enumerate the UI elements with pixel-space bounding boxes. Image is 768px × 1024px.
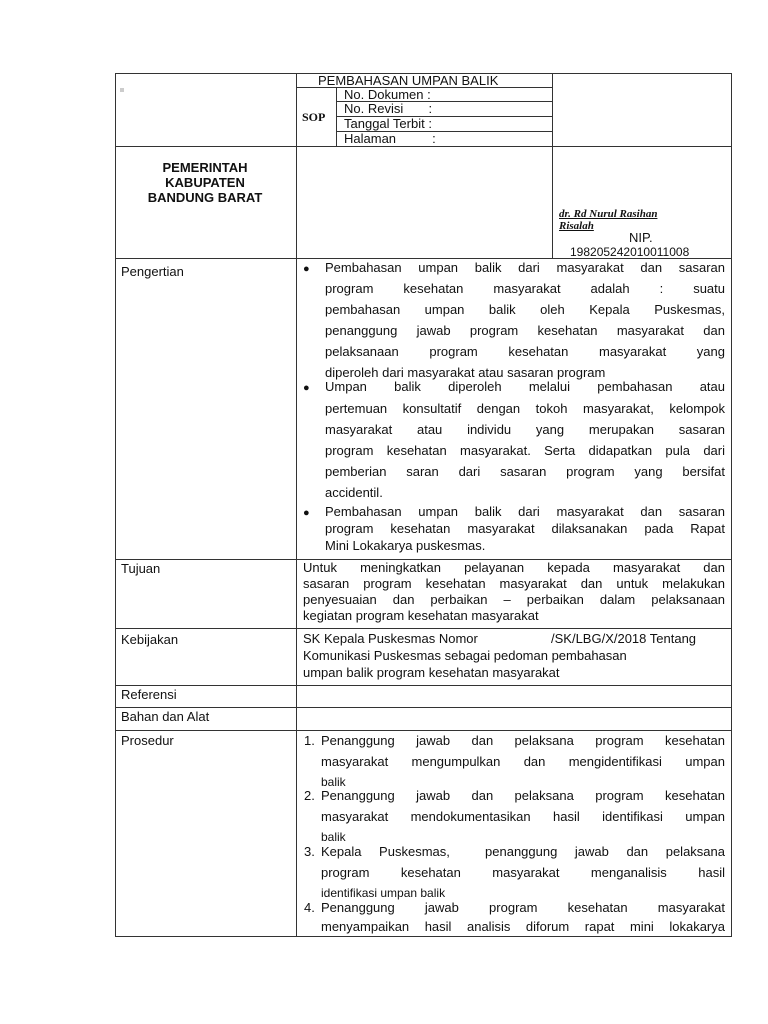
no-dokumen-label: No. Dokumen : (344, 87, 431, 102)
pengertian-b2-l2: pertemuan konsultatif dengan tokoh masyarakat, kelompok (325, 401, 725, 416)
bullet-icon: ● (303, 263, 310, 275)
tujuan-l1: Untuk meningkatkan pelayanan kepada masyarakat dan (303, 560, 725, 575)
tujuan-l2: sasaran program kesehatan masyarakat dan untuk melakukan (303, 576, 725, 591)
row-label-tujuan: Tujuan (121, 561, 161, 576)
pengertian-b2-l5: pemberian saran dari sasaran program yang bersifat (325, 464, 725, 479)
government-line-2: KABUPATEN (165, 175, 245, 190)
step-3-l1: Kepala Puskesmas, penanggung jawab dan pelaksana (321, 844, 725, 859)
tujuan-l3: penyesuaian dan perbaikan – perbaikan dalam pelaksanaan (303, 592, 725, 607)
step-2-l2: masyarakat mendokumentasikan hasil identifikasi umpan (321, 809, 725, 824)
document-title: PEMBAHASAN UMPAN BALIK (318, 73, 499, 88)
step-2-l1: Penanggung jawab dan pelaksana program kesehatan (321, 788, 725, 803)
bullet-icon: ● (303, 382, 310, 394)
logo-placeholder (120, 88, 124, 92)
pengertian-b3-l3: Mini Lokakarya puskesmas. (325, 538, 486, 553)
pengertian-b1-l5: pelaksanaan program kesehatan masyarakat yang (325, 344, 725, 359)
step-number: 4. (304, 900, 315, 915)
government-name (115, 160, 295, 205)
kebijakan-l3: umpan balik program kesehatan masyarakat (303, 665, 560, 680)
pengertian-b2-l3: masyarakat atau individu yang merupakan sasaran (325, 422, 725, 437)
government-line-1: PEMERINTAH (162, 160, 248, 175)
sop-label: SOP (302, 110, 326, 124)
pengertian-b3-l1: Pembahasan umpan balik dari masyarakat dan sasaran (325, 504, 725, 519)
pengertian-b2-l6: accidentil. (325, 485, 383, 500)
step-number: 1. (304, 733, 315, 748)
pengertian-b1-l6: diperoleh dari masyarakat atau sasaran program (325, 365, 606, 380)
no-revisi-label: No. Revisi : (344, 101, 433, 116)
step-number: 3. (304, 844, 315, 859)
pengertian-b1-l1: Pembahasan umpan balik dari masyarakat dan sasaran (325, 260, 725, 275)
row-label-pengertian: Pengertian (121, 264, 184, 279)
kebijakan-l1a: SK Kepala Puskesmas Nomor (303, 631, 478, 646)
step-1-l1: Penanggung jawab dan pelaksana program kesehatan (321, 733, 725, 748)
pengertian-b1-l3: pembahasan umpan balik oleh Kepala Puskesmas, (325, 302, 725, 317)
signer-name: dr. Rd Nurul Rasihan (559, 208, 658, 220)
halaman-label: Halaman : (344, 131, 436, 146)
kebijakan-l1b: /SK/LBG/X/2018 Tentang (551, 631, 697, 646)
step-4-l2: menyampaikan hasil analisis diforum rapat mini lokakarya (321, 919, 725, 934)
step-3-l3: identifikasi umpan balik (321, 886, 446, 900)
kebijakan-l2: Komunikasi Puskesmas sebagai pedoman pembahasan (303, 648, 627, 663)
nip-label: NIP. (629, 230, 653, 245)
signer-name-2: Risalah (559, 220, 594, 232)
step-1-l3: balik (321, 775, 346, 789)
pengertian-b3-l2: program kesehatan masyarakat dilaksanakan pada Rapat (325, 521, 725, 536)
tujuan-l4: kegiatan program kesehatan masyarakat (303, 608, 539, 623)
pengertian-b1-l2: program kesehatan masyarakat adalah : suatu (325, 281, 725, 296)
government-line-3: BANDUNG BARAT (147, 190, 263, 205)
row-label-kebijakan: Kebijakan (121, 632, 179, 647)
step-number: 2. (304, 788, 315, 803)
pengertian-b2-l1: Umpan balik diperoleh melalui pembahasan atau (325, 379, 725, 394)
step-4-l1: Penanggung jawab program kesehatan masyarakat (321, 900, 725, 915)
tanggal-terbit-label: Tanggal Terbit : (344, 116, 432, 131)
nip-value: 198205242010011008 (570, 245, 690, 259)
bullet-icon: ● (303, 507, 310, 519)
pengertian-b2-l4: program kesehatan masyarakat. Serta didapatkan pula dari (325, 443, 725, 458)
step-1-l2: masyarakat mengumpulkan dan mengidentifikasi umpan (321, 754, 725, 769)
step-3-l2: program kesehatan masyarakat menganalisis hasil (321, 865, 725, 880)
row-label-referensi: Referensi (121, 687, 177, 702)
row-label-prosedur: Prosedur (121, 733, 174, 748)
pengertian-b1-l4: penanggung jawab program kesehatan masyarakat dan (325, 323, 725, 338)
row-label-bahan-dan-alat: Bahan dan Alat (121, 709, 210, 724)
step-2-l3: balik (321, 830, 346, 844)
